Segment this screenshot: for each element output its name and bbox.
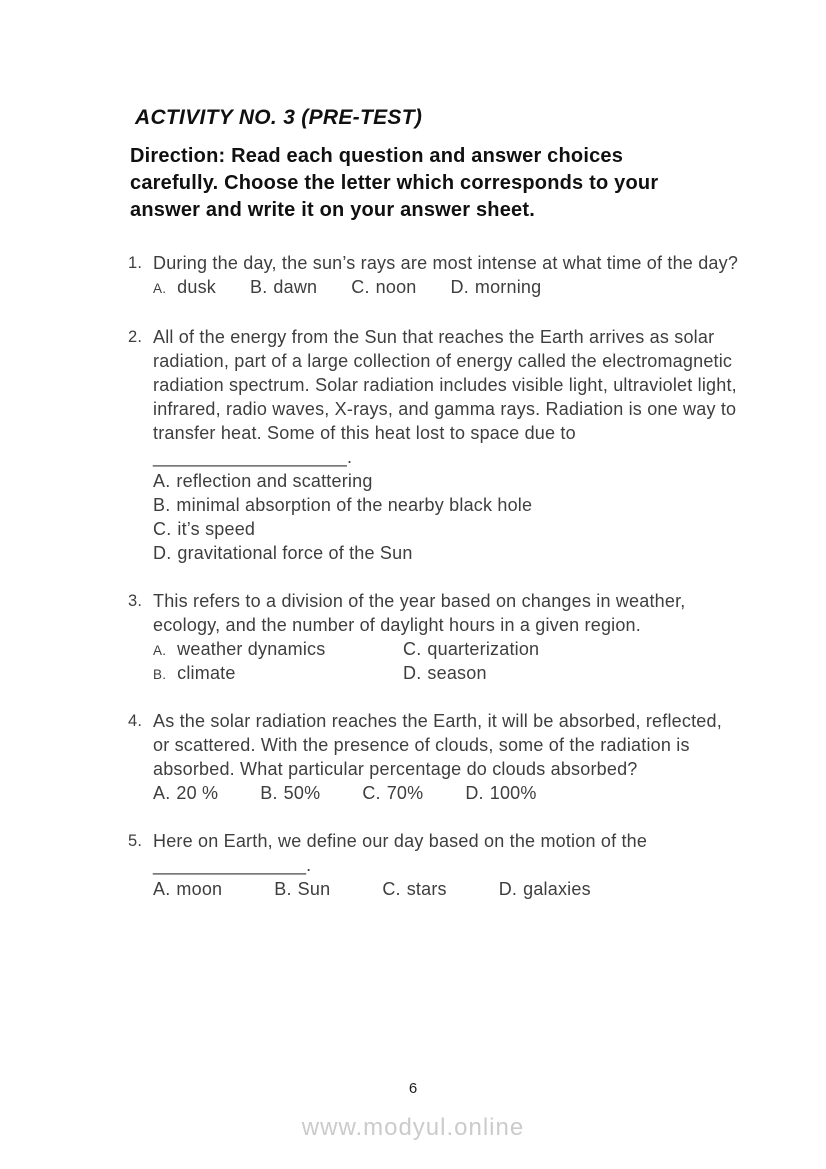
option-text: 50% bbox=[283, 783, 321, 803]
question-1-option-b bbox=[250, 275, 317, 301]
question-2-body bbox=[153, 325, 739, 565]
question-3-options bbox=[153, 637, 739, 685]
option-text: climate bbox=[177, 663, 236, 683]
option-letter: A. bbox=[153, 471, 171, 491]
option-letter: C. bbox=[153, 519, 172, 539]
option-text: minimal absorption of the nearby black hole bbox=[176, 495, 533, 515]
activity-title: ACTIVITY NO. 3 (PRE-TEST) bbox=[135, 106, 423, 129]
question-3-option-d bbox=[403, 661, 739, 685]
option-letter: C. bbox=[382, 879, 401, 899]
option-text: dusk bbox=[177, 277, 216, 297]
option-letter: A. bbox=[153, 281, 167, 296]
option-letter: A. bbox=[153, 783, 171, 803]
question-3-text: This refers to a division of the year based on changes in weather, ecology, and the number of daylight hours in a given region. bbox=[153, 591, 686, 635]
question-5-body bbox=[153, 829, 739, 901]
option-text: moon bbox=[176, 879, 223, 899]
question-1-body bbox=[153, 251, 738, 301]
question-4-option-b bbox=[260, 781, 320, 805]
option-text: season bbox=[427, 663, 487, 683]
question-1-option-c bbox=[351, 275, 416, 301]
option-letter: D. bbox=[153, 543, 172, 563]
option-text: noon bbox=[375, 277, 417, 297]
option-letter: D. bbox=[498, 879, 518, 899]
question-1-text: During the day, the sun’s rays are most intense at what time of the day? bbox=[153, 253, 739, 273]
option-text: gravitational force of the Sun bbox=[177, 543, 413, 563]
question-5 bbox=[128, 829, 740, 901]
question-4-options bbox=[153, 781, 739, 805]
question-4 bbox=[128, 709, 740, 805]
question-2-text: All of the energy from the Sun that reaches the Earth arrives as solar radiation, part of a large collection of energy called the electromagnetic radiation spectrum. Solar radiation includes visible light, ultraviolet light, infrared, radio waves, X-rays, and gamma rays. Radiation is one way to transfer heat. Some of this heat lost to space due to ___________________. bbox=[153, 327, 737, 467]
option-letter: B. bbox=[153, 667, 167, 682]
question-2-option-a bbox=[153, 469, 739, 493]
question-4-option-c bbox=[362, 781, 423, 805]
question-1-number: 1. bbox=[128, 254, 143, 272]
question-4-option-a bbox=[153, 781, 218, 805]
question-3-option-c bbox=[403, 637, 739, 661]
question-3-option-a bbox=[153, 637, 403, 661]
question-4-option-d bbox=[465, 781, 536, 805]
question-5-option-a bbox=[153, 877, 222, 901]
question-2-option-c bbox=[153, 517, 739, 541]
question-5-number: 5. bbox=[128, 832, 143, 850]
option-text: galaxies bbox=[523, 879, 591, 899]
question-2-options bbox=[153, 469, 739, 565]
option-text: weather dynamics bbox=[177, 639, 326, 659]
question-5-option-c bbox=[382, 877, 446, 901]
question-4-number: 4. bbox=[128, 712, 143, 730]
question-1 bbox=[128, 251, 740, 301]
option-letter: D. bbox=[450, 277, 469, 297]
question-2-number: 2. bbox=[128, 328, 143, 346]
option-text: stars bbox=[406, 879, 447, 899]
option-letter: B. bbox=[274, 879, 292, 899]
question-5-options bbox=[153, 877, 739, 901]
option-letter: C. bbox=[403, 639, 422, 659]
question-2-option-d bbox=[153, 541, 739, 565]
option-text: reflection and scattering bbox=[176, 471, 373, 491]
option-text: quarterization bbox=[427, 639, 540, 659]
question-3-body bbox=[153, 589, 739, 685]
option-letter: A. bbox=[153, 879, 171, 899]
option-text: 100% bbox=[489, 783, 537, 803]
page-number: 6 bbox=[408, 1080, 418, 1097]
question-2 bbox=[128, 325, 740, 565]
option-letter: A. bbox=[153, 643, 167, 658]
question-5-option-d bbox=[499, 877, 591, 901]
option-text: dawn bbox=[273, 277, 318, 297]
question-3 bbox=[128, 589, 740, 685]
question-3-number: 3. bbox=[128, 592, 143, 610]
question-1-options bbox=[153, 275, 738, 301]
question-5-option-b bbox=[274, 877, 330, 901]
option-letter: B. bbox=[153, 495, 171, 515]
question-1-option-d bbox=[451, 275, 542, 301]
option-letter: C. bbox=[362, 783, 381, 803]
option-letter: D. bbox=[403, 663, 422, 683]
option-letter: C. bbox=[351, 277, 370, 297]
option-text: 70% bbox=[386, 783, 424, 803]
footer-watermark: www.modyul.online bbox=[301, 1114, 525, 1141]
question-4-body bbox=[153, 709, 739, 805]
question-4-text: As the solar radiation reaches the Earth, it will be absorbed, reflected, or scattered. With the presence of clouds, some of the radiation is absorbed. What particular percentage do clouds absorbed? bbox=[153, 711, 722, 779]
option-letter: B. bbox=[260, 783, 278, 803]
question-1-option-a bbox=[153, 275, 216, 301]
option-letter: B. bbox=[249, 277, 268, 297]
direction-text: Direction: Read each question and answer choices carefully. Choose the letter which corresponds to your answer and write it on your answer sheet. bbox=[130, 145, 659, 221]
option-text: it’s speed bbox=[177, 519, 256, 539]
option-text: 20 % bbox=[176, 783, 219, 803]
question-3-option-b bbox=[153, 661, 403, 685]
option-text: Sun bbox=[297, 879, 331, 899]
option-text: morning bbox=[474, 277, 542, 297]
question-2-option-b bbox=[153, 493, 739, 517]
question-5-text: Here on Earth, we define our day based on the motion of the _______________. bbox=[153, 831, 648, 875]
option-letter: D. bbox=[465, 783, 484, 803]
